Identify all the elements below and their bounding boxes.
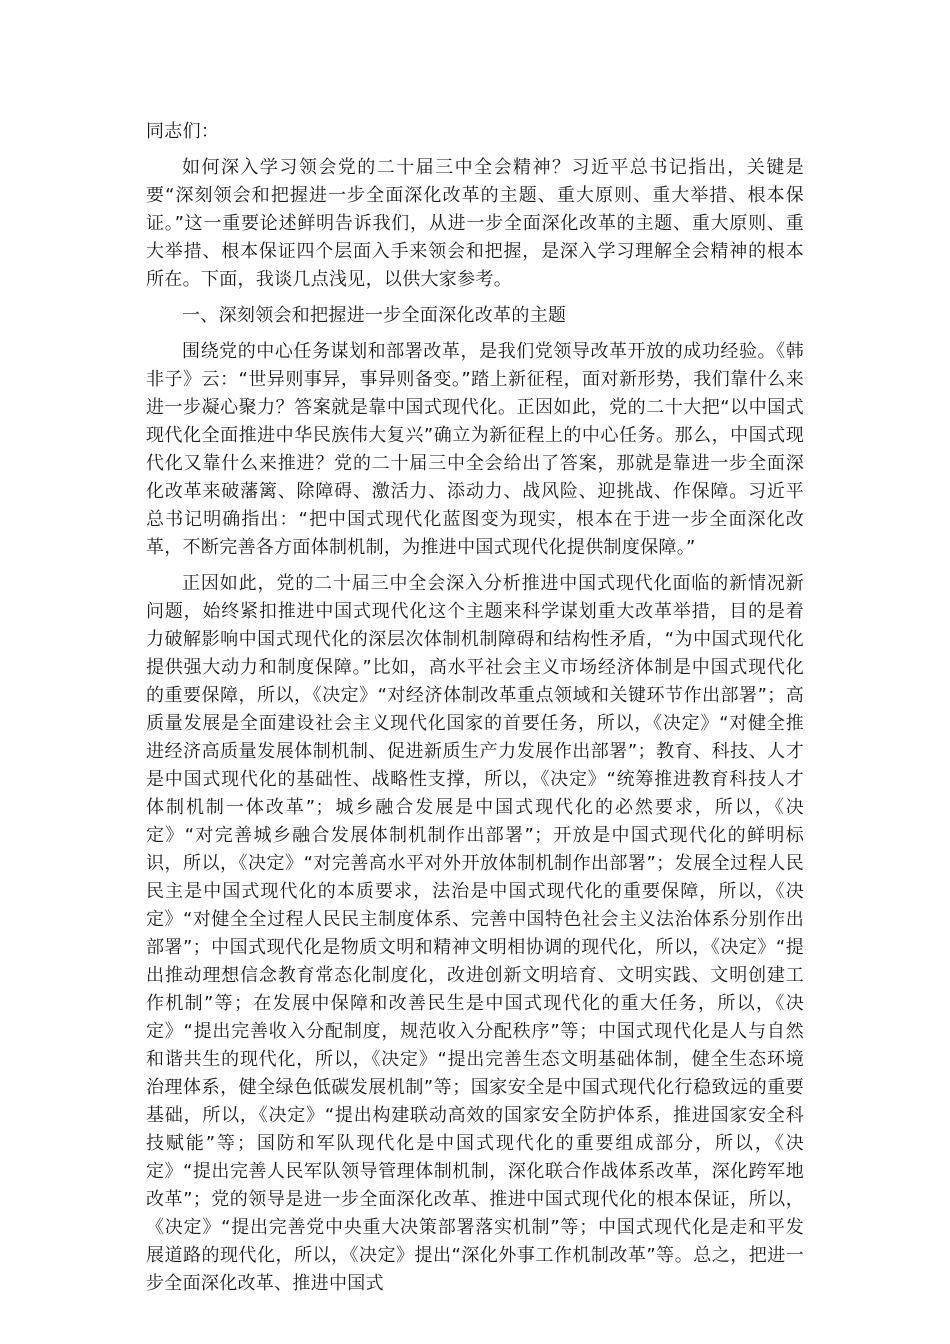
document-page [146,118,804,1306]
salutation: 同志们： [146,121,220,142]
body-paragraph: 正因如此，党的二十届三中全会深入分析推进中国式现代化面临的新情况新问题，始终紧扣推进中国式现代化这个主题来科学谋划重大改革举措，目的是着力破解影响中国式现代化的深层次体制机制障碍和结构性矛盾，“为中国式现代化提供强大动力和制度保障。”比如，高水平社会主义市场经济体制是中国式现代化的重要保障，所以，《决定》“对经济体制改革重点领域和关键环节作出部署”；高质量发展是全面建设社会主义现代化国家的首要任务，所以，《决定》“对健全推进经济高质量发展体制机制、促进新质生产力发展作出部署”；教育、科技、人才是中国式现代化的基础性、战略性支撑，所以，《决定》“统筹推进教育科技人才体制机制一体改革”；城乡融合发展是中国式现代化的必然要求，所以，《决定》“对完善城乡融合发展体制机制作出部署”；开放是中国式现代化的鲜明标识，所以，《决定》“对完善高水平对外开放体制机制作出部署”；发展全过程人民民主是中国式现代化的本质要求，法治是中国式现代化的重要保障，所以，《决定》“对健全全过程人民民主制度体系、完善中国特色社会主义法治体系分别作出部署”；中国式现代化是物质文明和精神文明相协调的现代化，所以，《决定》“提出推动理想信念教育常态化制度化，改进创新文明培育、文明实践、文明创建工作机制”等；在发展中保障和改善民生是中国式现代化的重大任务，所以，《决定》“提出完善收入分配制度，规范收入分配秩序”等；中国式现代化是人与自然和谐共生的现代化，所以，《决定》“提出完善生态文明基础体制，健全生态环境治理体系，健全绿色低碳发展机制”等；国家安全是中国式现代化行稳致远的重要基础，所以，《决定》“提出构建联动高效的国家安全防护体系，推进国家安全科技赋能”等；国防和军队现代化是中国式现代化的重要组成部分，所以，《决定》“提出完善人民军队领导管理体制机制，深化联合作战体系改革，深化跨军地改革”；党的领导是进一步全面深化改革、推进中国式现代化的根本保证，所以，《决定》“提出完善党中央重大决策部署落实机制”等；中国式现代化是走和平发展道路的现代化，所以，《决定》提出“深化外事工作机制改革”等。总之，把进一步全面深化改革、推进中国式 [146,573,804,1294]
section-heading: 一、深刻领会和把握进一步全面深化改革的主题 [182,305,567,326]
intro-paragraph: 如何深入学习领会党的二十届三中全会精神？习近平总书记指出，关键是要“深刻领会和把握进一步全面深化改革的主题、重大原则、重大举措、根本保证。”这一重要论述鲜明告诉我们，从进一步全面深化改革的主题、重大原则、重大举措、根本保证四个层面入手来领会和把握，是深入学习理解全会精神的根本所在。下面，我谈几点浅见，以供大家参考。 [146,157,804,290]
body-paragraph: 围绕党的中心任务谋划和部署改革，是我们党领导改革开放的成功经验。《韩非子》云：“世异则事异，事异则备变。”踏上新征程，面对新形势，我们靠什么来进一步凝心聚力？答案就是靠中国式现代化。正因如此，党的二十大把“以中国式现代化全面推进中华民族伟大复兴”确立为新征程上的中心任务。那么，中国式现代化又靠什么来推进？党的二十届三中全会给出了答案，那就是靠进一步全面深化改革来破藩篱、除障碍、激活力、添动力、战风险、迎挑战、作保障。习近平总书记明确指出：“把中国式现代化蓝图变为现实，根本在于进一步全面深化改革，不断完善各方面体制机制，为推进中国式现代化提供制度保障。” [146,341,804,558]
